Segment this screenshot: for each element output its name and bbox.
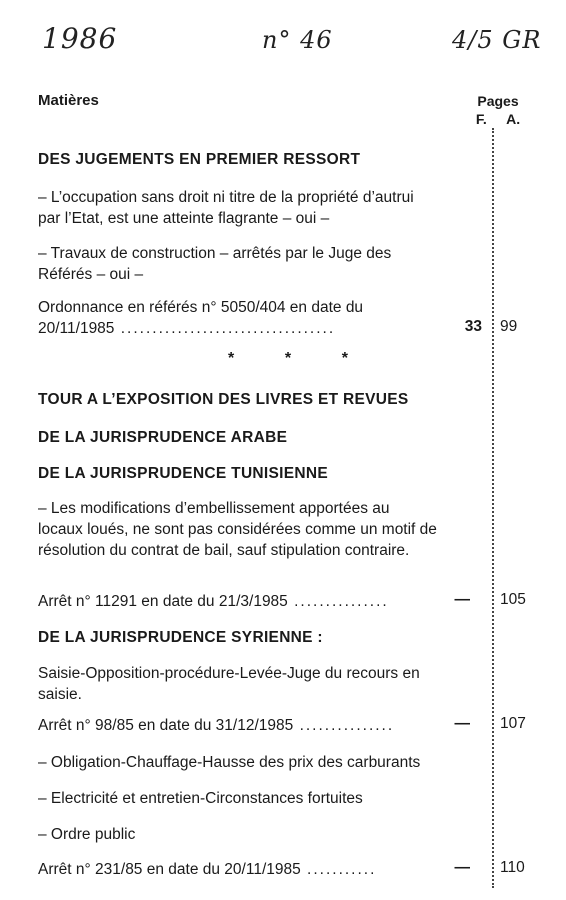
entry-text: Ordonnance en référés n° 5050/404 en date du xyxy=(38,299,364,316)
handwritten-code: 4/5 GR xyxy=(452,26,542,54)
col-a-label: A. xyxy=(506,111,521,127)
star: * xyxy=(341,350,348,367)
section-title: DE LA JURISPRUDENCE SYRIENNE : xyxy=(38,629,323,646)
handwritten-number: n° 46 xyxy=(262,26,333,54)
section-title: DE LA JURISPRUDENCE TUNISIENNE xyxy=(38,465,329,482)
toc-entry: Arrêt n° 98/85 en date du 31/12/1985 ............... xyxy=(38,717,395,734)
toc-entry: Arrêt n° 11291 en date du 21/3/1985 ............... xyxy=(38,593,389,610)
star: * xyxy=(228,350,235,367)
paragraph: – Obligation-Chauffage-Hausse des prix des carburants xyxy=(38,754,421,771)
paragraph: – Ordre public xyxy=(38,826,136,843)
paragraph: – L’occupation sans droit ni titre de la propriété d’autrui par l’Etat, est une atteinte flagrante – oui – xyxy=(38,189,414,227)
entry-text: Arrêt n° 231/85 en date du 20/11/1985 xyxy=(38,861,301,878)
page-a: 105 xyxy=(500,591,526,608)
entry-text: Arrêt n° 98/85 en date du 31/12/1985 xyxy=(38,717,294,734)
paragraph: Saisie-Opposition-procédure-Levée-Juge du recours en saisie. xyxy=(38,665,420,703)
page-a: 110 xyxy=(500,859,525,876)
page-f: 33 xyxy=(464,318,482,335)
pages-label: Pages xyxy=(477,93,519,109)
paragraph: – Les modifications d’embellissement apportées au locaux loués, ne sont pas considérées comme un motif de résolution du contrat de bail, sauf stipulation contraire. xyxy=(38,500,437,559)
entry-text-line2: 20/11/1985 .................................. xyxy=(38,320,336,337)
page-f: — xyxy=(454,591,470,608)
entry-text: Arrêt n° 11291 en date du 21/3/1985 xyxy=(38,593,288,610)
toc-entry: Arrêt n° 231/85 en date du 20/11/1985 ........... xyxy=(38,861,377,878)
page-f: — xyxy=(454,715,470,732)
pages-columns xyxy=(468,111,528,127)
separator-stars xyxy=(228,350,348,368)
section-title: TOUR A L’EXPOSITION DES LIVRES ET REVUES xyxy=(38,391,409,408)
paragraph: – Travaux de construction – arrêtés par le Juge des Référés – oui – xyxy=(38,245,392,283)
pages-heading xyxy=(468,93,528,127)
page-a: 107 xyxy=(500,715,526,732)
entry-date: 20/11/1985 xyxy=(38,320,115,337)
handwritten-year: 1986 xyxy=(42,22,118,55)
section-title: DES JUGEMENTS EN PREMIER RESSORT xyxy=(38,151,361,168)
column-divider xyxy=(492,128,494,888)
page-f: — xyxy=(454,859,470,876)
section-title: DE LA JURISPRUDENCE ARABE xyxy=(38,429,288,446)
matieres-heading: Matières xyxy=(38,92,99,109)
col-f-label: F. xyxy=(475,111,487,127)
toc-entry xyxy=(38,297,438,339)
star: * xyxy=(284,350,292,367)
paragraph: – Electricité et entretien-Circonstances fortuites xyxy=(38,790,363,807)
page-a: 99 xyxy=(500,318,518,335)
